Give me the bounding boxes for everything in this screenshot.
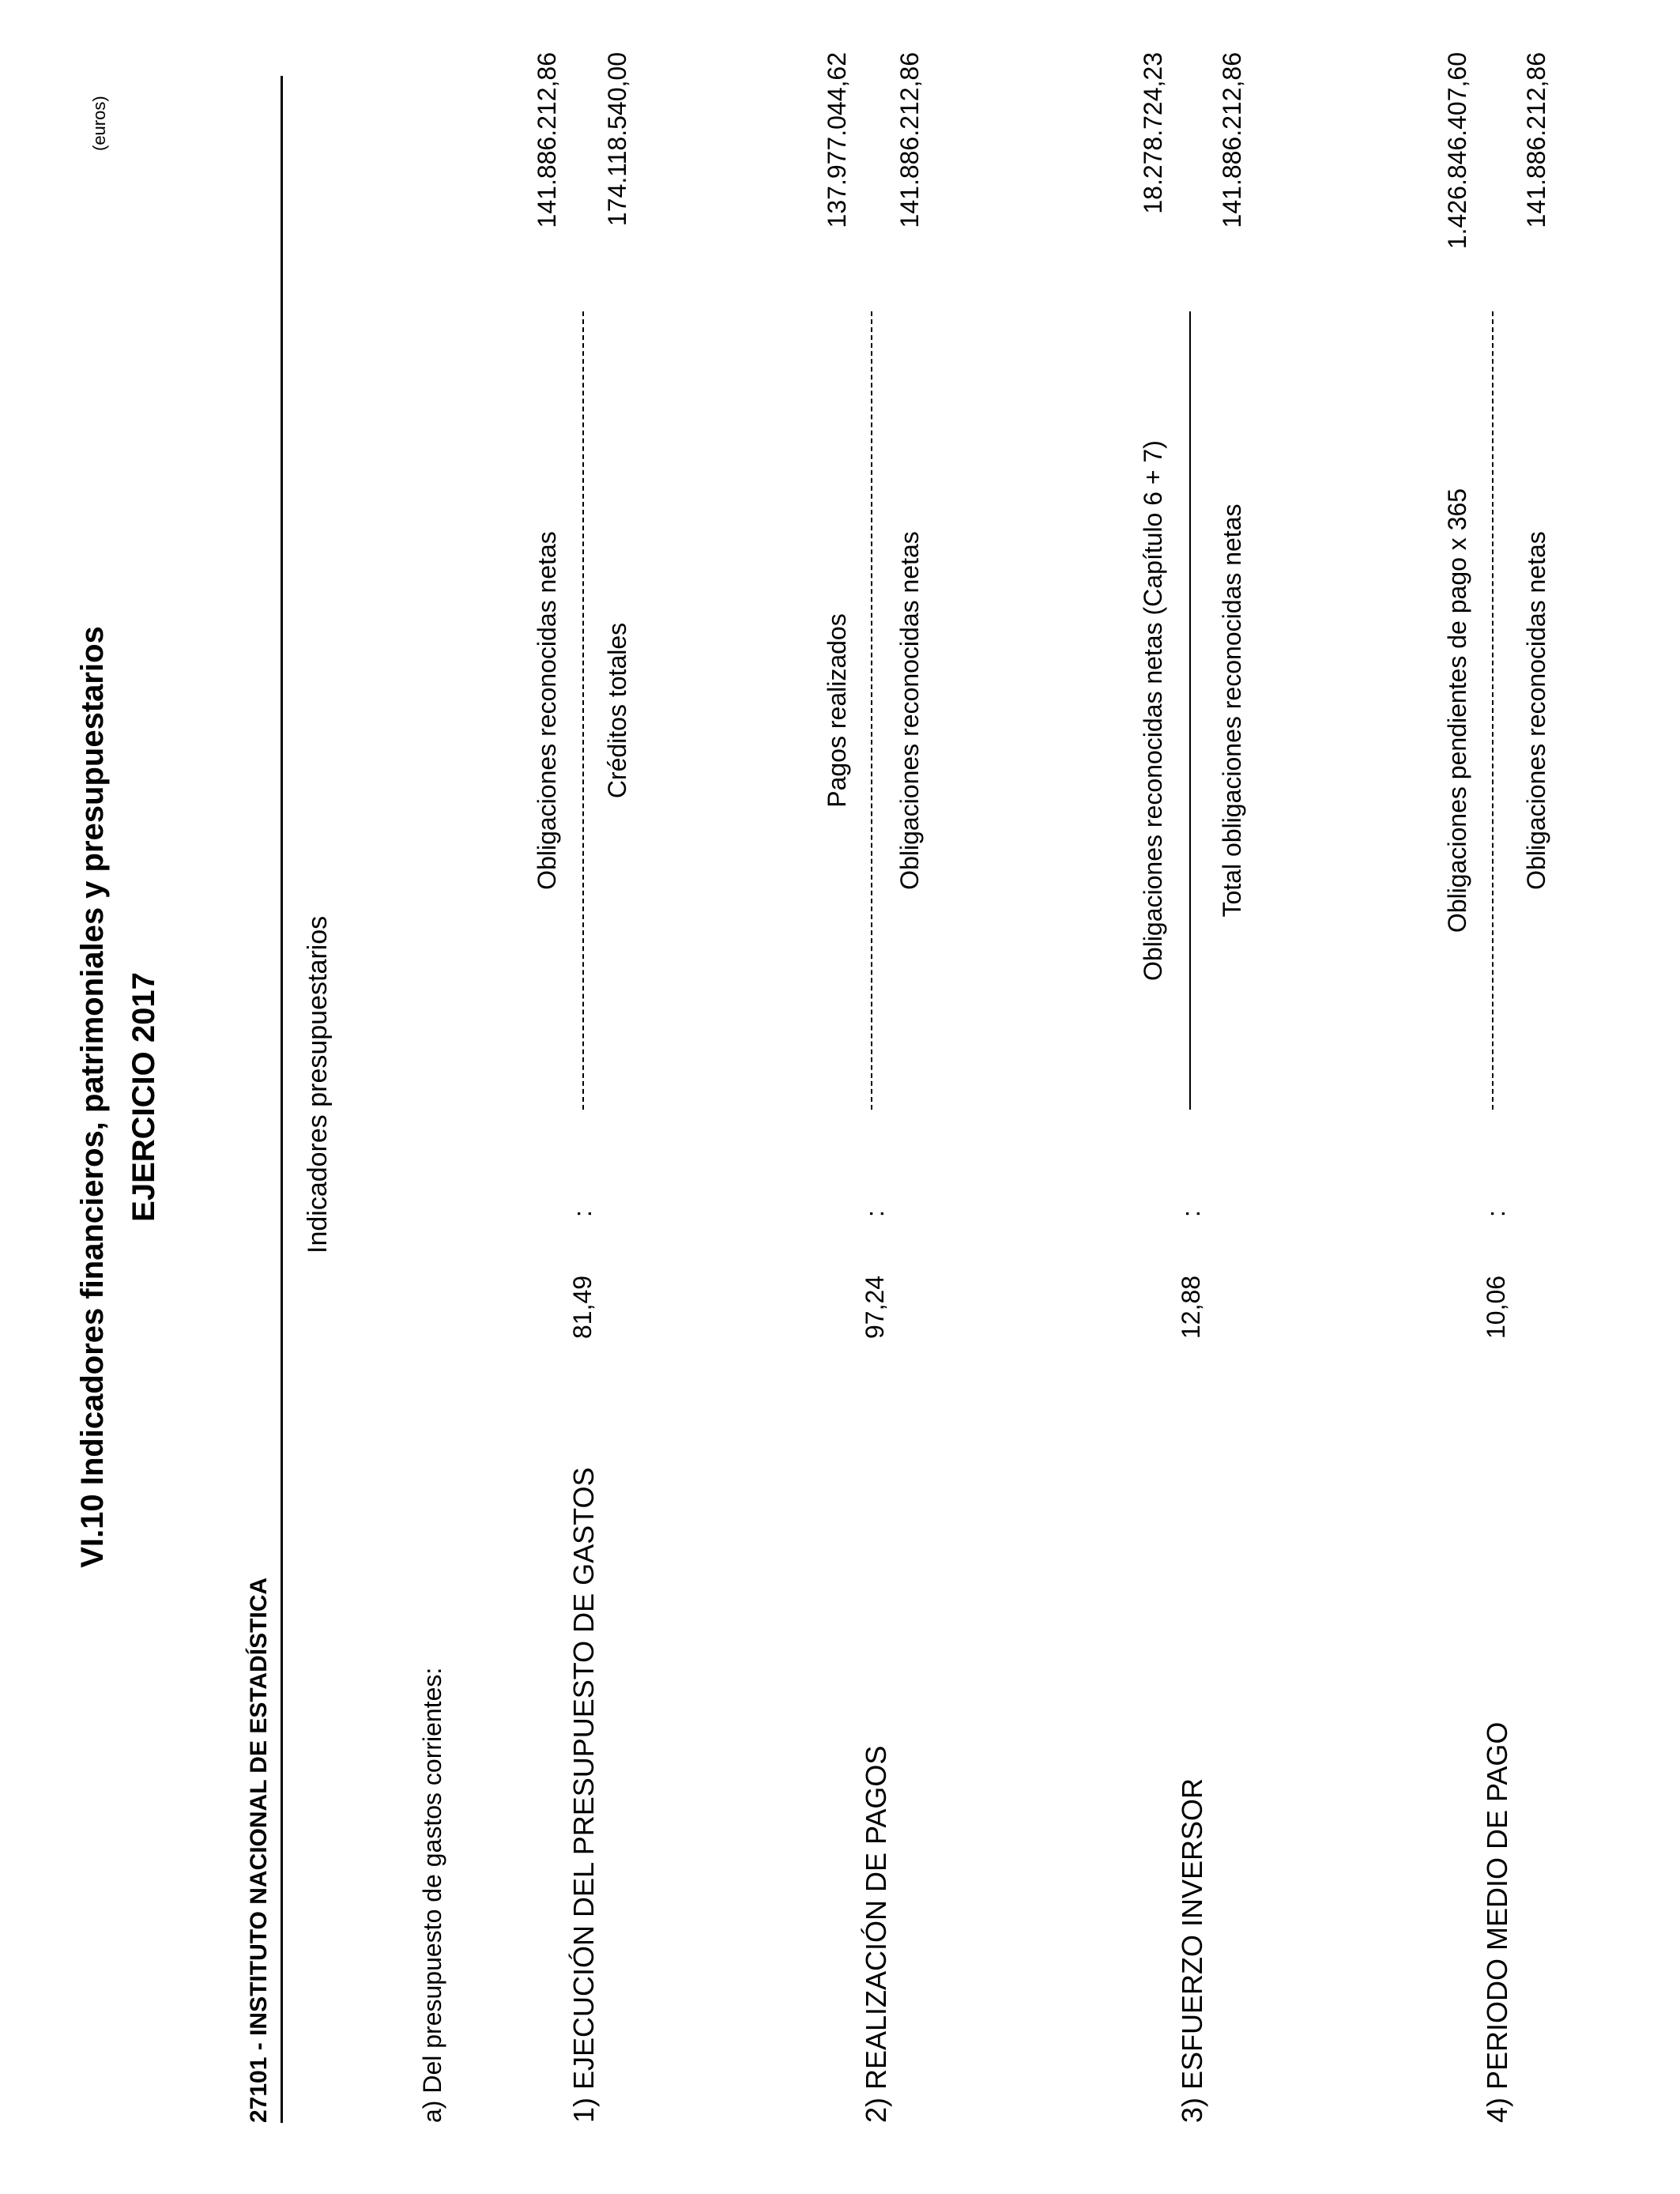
indicator-2-value: 97,24	[861, 1275, 889, 1339]
indicator-4-numerator: Obligaciones pendientes de pago x 365	[1443, 488, 1471, 933]
units-label: (euros)	[89, 96, 109, 151]
indicator-3-colon: :	[1177, 1210, 1205, 1217]
indicator-4-fraction-line	[1492, 311, 1494, 1110]
indicator-3-value: 12,88	[1177, 1275, 1205, 1339]
indicator-4-value: 10,06	[1482, 1275, 1510, 1339]
indicator-4-denominator-amount: 141.886.212,86	[1522, 52, 1550, 228]
indicator-2-numerator-amount: 137.977.044,62	[823, 52, 851, 228]
indicator-2-denominator: Obligaciones reconocidas netas	[895, 531, 924, 890]
indicator-3-denominator: Total obligaciones reconocidas netas	[1218, 503, 1246, 918]
indicator-3-numerator-amount: 18.278.724,23	[1139, 52, 1167, 214]
indicator-1-numerator-amount: 141.886.212,86	[533, 52, 561, 228]
indicator-1-name: 1) EJECUCIÓN DEL PRESUPUESTO DE GASTOS	[567, 1467, 600, 2123]
indicator-1-denominator-amount: 174.118.540,00	[603, 52, 631, 227]
indicator-1-value: 81,49	[568, 1275, 597, 1339]
indicator-1-denominator: Créditos totales	[603, 622, 631, 799]
indicator-2-name: 2) REALIZACIÓN DE PAGOS	[860, 1745, 892, 2123]
indicator-3-name: 3) ESFUERZO INVERSOR	[1176, 1777, 1208, 2123]
indicator-2-numerator: Pagos realizados	[823, 613, 851, 808]
header-divider	[281, 76, 283, 2123]
entity-name: 27101 - INSTITUTO NACIONAL DE ESTADÍSTICA	[246, 1577, 272, 2123]
section-a-heading: a) Del presupuesto de gastos corrientes:	[418, 1667, 446, 2123]
document-subtitle: EJERCICIO 2017	[126, 972, 161, 1222]
indicator-1-fraction-line	[582, 311, 584, 1110]
indicator-3-denominator-amount: 141.886.212,86	[1218, 52, 1246, 228]
indicator-1-colon: :	[568, 1210, 597, 1217]
indicator-4-name: 4) PERIODO MEDIO DE PAGO	[1481, 1721, 1513, 2123]
document-title: VI.10 Indicadores financieros, patrimoniales y presupuestarios	[75, 626, 110, 1568]
indicator-3-fraction-line	[1189, 311, 1191, 1110]
indicator-3-numerator: Obligaciones reconocidas netas (Capítulo 6 + 7)	[1139, 440, 1167, 981]
indicator-2-colon: :	[861, 1210, 889, 1217]
indicator-2-denominator-amount: 141.886.212,86	[895, 52, 924, 228]
indicator-4-colon: :	[1482, 1210, 1510, 1217]
indicator-1-numerator: Obligaciones reconocidas netas	[533, 531, 561, 890]
indicator-4-denominator: Obligaciones reconocidas netas	[1522, 531, 1550, 890]
section-title: Indicadores presupuestarios	[303, 915, 333, 1253]
indicator-2-fraction-line	[871, 311, 872, 1110]
indicator-4-numerator-amount: 1.426.846.407,60	[1443, 52, 1471, 250]
